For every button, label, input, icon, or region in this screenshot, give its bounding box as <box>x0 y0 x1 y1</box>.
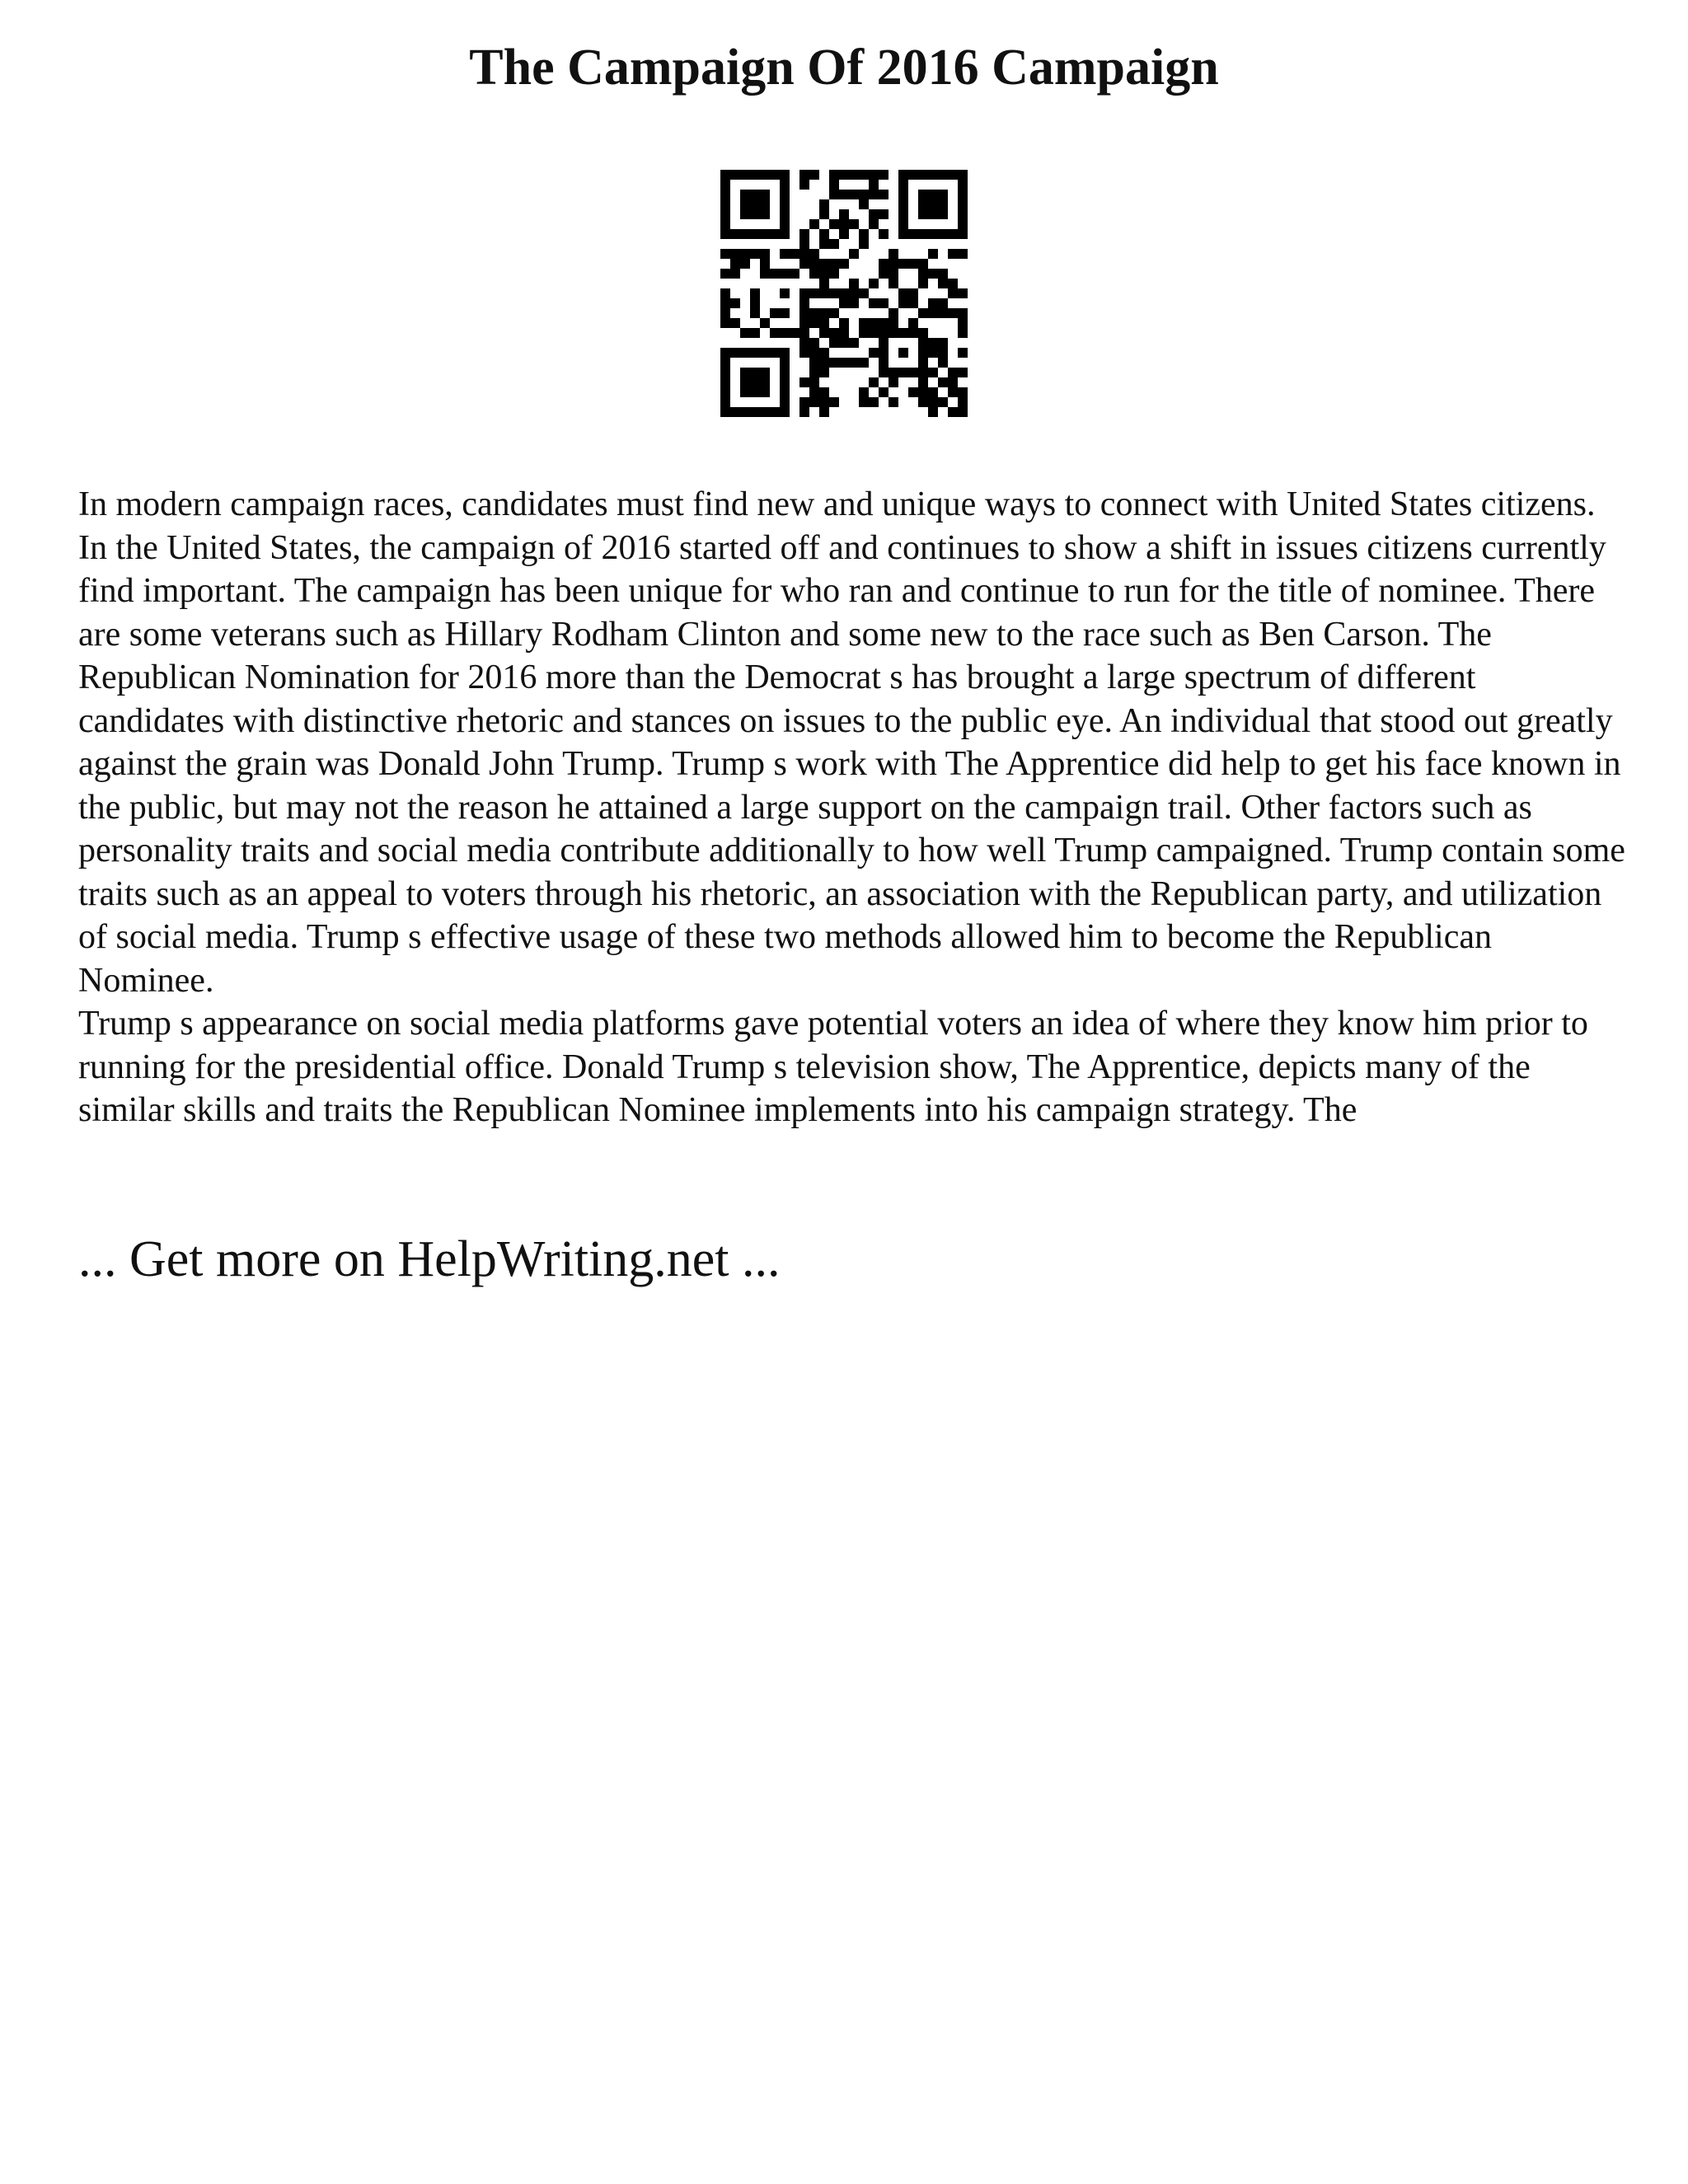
qr-module <box>809 318 819 328</box>
qr-module <box>879 229 889 239</box>
qr-module <box>839 219 849 229</box>
qr-module <box>869 209 879 219</box>
qr-module <box>859 387 869 397</box>
qr-module <box>859 170 869 180</box>
qr-module <box>819 318 829 328</box>
qr-module <box>780 308 790 318</box>
qr-module <box>889 377 898 387</box>
qr-module <box>829 259 839 269</box>
qr-module <box>740 259 750 269</box>
qr-module <box>879 269 889 279</box>
qr-module <box>750 288 760 298</box>
qr-module <box>799 377 809 387</box>
qr-module <box>809 219 819 229</box>
qr-module <box>799 407 809 417</box>
qr-module <box>859 288 869 298</box>
qr-module <box>740 249 750 259</box>
qr-module <box>720 249 730 259</box>
qr-module <box>958 308 968 318</box>
qr-module <box>928 308 938 318</box>
qr-module <box>760 249 770 259</box>
qr-module <box>898 288 908 298</box>
qr-module <box>849 170 859 180</box>
qr-module <box>849 279 859 288</box>
qr-module <box>859 190 869 199</box>
qr-module <box>928 298 938 308</box>
qr-module <box>839 358 849 368</box>
qr-module <box>889 397 898 407</box>
qr-module <box>948 368 958 377</box>
qr-module <box>859 229 869 239</box>
qr-module <box>819 199 829 209</box>
qr-module <box>879 259 889 269</box>
qr-module <box>849 219 859 229</box>
qr-module <box>790 328 799 338</box>
body-paragraph-2: Trump s appearance on social media platforms gave potential voters an idea of where they know him prior to running for the presidential office. Donald Trump s television show, The Apprentice, depicts many of the similar skills and traits the Republican Nominee implements into his campaign strategy. The <box>78 1005 1588 1129</box>
qr-module <box>869 328 879 338</box>
qr-module <box>730 318 740 328</box>
qr-module <box>958 288 968 298</box>
qr-module <box>938 269 948 279</box>
qr-module <box>819 387 829 397</box>
qr-module <box>958 328 968 338</box>
qr-module <box>869 397 879 407</box>
qr-module <box>928 249 938 259</box>
qr-module <box>770 328 780 338</box>
qr-module <box>819 259 829 269</box>
qr-module <box>908 387 918 397</box>
qr-module <box>889 308 898 318</box>
qr-module <box>819 308 829 318</box>
qr-module <box>849 288 859 298</box>
qr-module <box>849 249 859 259</box>
qr-code-icon <box>720 170 968 417</box>
qr-module <box>869 219 879 229</box>
qr-module <box>908 318 918 328</box>
qr-module <box>819 209 829 219</box>
qr-module <box>829 308 839 318</box>
qr-module <box>918 259 928 269</box>
qr-module <box>889 318 898 328</box>
qr-module <box>819 229 829 239</box>
qr-module <box>938 377 948 387</box>
qr-module <box>770 269 780 279</box>
qr-module <box>750 249 760 259</box>
qr-module <box>819 279 829 288</box>
qr-module <box>809 377 819 387</box>
qr-module <box>809 368 819 377</box>
qr-module <box>859 199 869 209</box>
qr-module <box>760 318 770 328</box>
qr-module <box>799 348 809 358</box>
qr-module <box>799 328 809 338</box>
qr-module <box>790 269 799 279</box>
qr-module <box>809 269 819 279</box>
qr-module <box>889 269 898 279</box>
qr-module <box>898 259 908 269</box>
qr-module <box>829 358 839 368</box>
qr-module <box>879 170 889 180</box>
qr-module <box>799 259 809 269</box>
qr-module <box>740 368 770 397</box>
qr-module <box>869 318 879 328</box>
qr-module <box>918 308 928 318</box>
qr-module <box>750 298 760 308</box>
qr-module <box>829 328 839 338</box>
qr-module <box>819 397 829 407</box>
qr-module <box>839 328 849 338</box>
qr-module <box>958 348 968 358</box>
qr-module <box>799 239 809 249</box>
qr-module <box>938 298 948 308</box>
qr-module <box>938 308 948 318</box>
qr-module <box>928 397 938 407</box>
qr-module <box>958 318 968 328</box>
qr-module <box>780 328 790 338</box>
qr-module <box>829 190 839 199</box>
qr-module <box>869 377 879 387</box>
qr-module <box>938 397 948 407</box>
qr-module <box>879 209 889 219</box>
qr-module <box>918 279 928 288</box>
qr-module <box>839 170 849 180</box>
qr-module <box>799 170 809 180</box>
qr-module <box>829 269 839 279</box>
qr-module <box>799 308 809 318</box>
qr-module <box>869 279 879 288</box>
qr-module <box>780 288 790 298</box>
qr-module <box>958 407 968 417</box>
qr-module <box>928 338 938 348</box>
qr-module <box>948 387 958 397</box>
qr-module <box>760 269 770 279</box>
qr-module <box>948 249 958 259</box>
qr-module <box>730 259 740 269</box>
qr-module <box>859 397 869 407</box>
qr-module <box>948 377 958 387</box>
qr-module <box>799 318 809 328</box>
qr-module <box>730 269 740 279</box>
qr-module <box>799 180 809 190</box>
qr-module <box>809 249 819 259</box>
qr-module <box>809 338 819 348</box>
qr-module <box>720 269 730 279</box>
qr-module <box>948 279 958 288</box>
qr-module <box>809 308 819 318</box>
qr-module <box>730 298 740 308</box>
qr-module <box>849 338 859 348</box>
qr-module <box>829 239 839 249</box>
qr-module <box>819 328 829 338</box>
qr-module <box>898 298 908 308</box>
qr-module <box>918 269 928 279</box>
qr-module <box>928 348 938 358</box>
qr-module <box>849 358 859 368</box>
qr-module <box>819 368 829 377</box>
qr-module <box>918 377 928 387</box>
qr-module <box>839 298 849 308</box>
qr-module <box>928 407 938 417</box>
qr-module <box>938 279 948 288</box>
qr-module <box>819 348 829 358</box>
qr-module <box>839 229 849 239</box>
qr-module <box>859 239 869 249</box>
qr-code-graphic <box>720 170 968 417</box>
qr-module <box>750 308 760 318</box>
qr-module <box>918 397 928 407</box>
qr-module <box>918 387 928 397</box>
qr-module <box>799 229 809 239</box>
qr-module <box>760 259 770 269</box>
qr-module <box>908 259 918 269</box>
qr-module <box>889 259 898 269</box>
qr-module <box>770 308 780 318</box>
qr-module <box>879 298 889 308</box>
qr-module <box>938 358 948 368</box>
qr-module <box>948 308 958 318</box>
qr-module <box>869 180 879 190</box>
body-text <box>78 483 1628 1132</box>
qr-module <box>829 288 839 298</box>
qr-module <box>780 269 790 279</box>
qr-module <box>809 259 819 269</box>
qr-module <box>879 190 889 199</box>
qr-module <box>958 368 968 377</box>
qr-module <box>948 288 958 298</box>
qr-module <box>839 288 849 298</box>
qr-module <box>829 180 839 190</box>
qr-module <box>730 249 740 259</box>
qr-module <box>849 190 859 199</box>
qr-module <box>879 318 889 328</box>
qr-module <box>869 298 879 308</box>
qr-module <box>790 249 799 259</box>
qr-module <box>720 308 730 318</box>
qr-module <box>879 387 889 397</box>
qr-module <box>809 358 819 368</box>
qr-module <box>799 249 809 259</box>
qr-module <box>849 298 859 308</box>
qr-module <box>829 338 839 348</box>
qr-module <box>839 190 849 199</box>
qr-module <box>928 269 938 279</box>
qr-module <box>938 338 948 348</box>
qr-module <box>740 190 770 219</box>
qr-module <box>799 288 809 298</box>
qr-module <box>819 407 829 417</box>
qr-module <box>958 397 968 407</box>
qr-module <box>908 288 918 298</box>
qr-module <box>889 279 898 288</box>
qr-module <box>928 368 938 377</box>
qr-module <box>839 209 849 219</box>
qr-module <box>819 269 829 279</box>
qr-module <box>859 358 869 368</box>
qr-module <box>809 288 819 298</box>
qr-module <box>898 348 908 358</box>
get-more-link[interactable]: ... Get more on HelpWriting.net ... <box>78 1231 781 1287</box>
qr-module <box>869 348 879 358</box>
qr-module <box>799 298 809 308</box>
qr-module <box>829 397 839 407</box>
qr-module <box>720 288 730 298</box>
qr-module <box>958 387 968 397</box>
qr-module <box>720 298 730 308</box>
qr-module <box>908 298 918 308</box>
qr-module <box>869 170 879 180</box>
page-title: The Campaign Of 2016 Campaign <box>469 40 1219 96</box>
qr-module <box>819 239 829 249</box>
qr-module <box>780 249 790 259</box>
qr-module <box>819 358 829 368</box>
qr-module <box>839 318 849 328</box>
body-paragraph-1: In modern campaign races, candidates must find new and unique ways to connect with United States citizens. In the United States, the campaign of 2016 started off and continues to show a shift in issues citizens currently find important. The campaign has been unique for who ran and continue to run for the title of nominee. There are some veterans such as Hillary Rodham Clinton and some new to the race such as Ben Carson. The Republican Nomination for 2016 more than the Democrat s has brought a large spectrum of different candidates with distinctive rhetoric and stances on issues to the public eye. An individual that stood out greatly against the grain was Donald John Trump. Trump s work with The Apprentice did help to get his face known in the public, but may not the reason he attained a large support on the campaign trail. Other factors such as personality traits and social media contribute additionally to how well Trump campaigned. Trump contain some traits such as an appeal to voters through his rhetoric, an association with the Republican party, and utilization of social media. Trump s effective usage of these two methods allowed him to become the Republican Nominee. <box>78 485 1625 1000</box>
qr-module <box>809 170 819 180</box>
qr-module <box>918 190 948 219</box>
qr-module <box>799 338 809 348</box>
qr-module <box>809 387 819 397</box>
qr-module <box>829 219 839 229</box>
qr-module <box>869 190 879 199</box>
qr-module <box>809 397 819 407</box>
qr-module <box>889 249 898 259</box>
qr-module <box>809 348 819 358</box>
qr-module <box>819 288 829 298</box>
qr-module <box>859 318 869 328</box>
qr-module <box>750 328 760 338</box>
qr-module <box>740 328 750 338</box>
qr-module <box>799 397 809 407</box>
qr-module <box>720 318 730 328</box>
qr-module <box>839 259 849 269</box>
qr-module <box>938 348 948 358</box>
qr-module <box>829 170 839 180</box>
qr-module <box>948 407 958 417</box>
qr-module <box>958 249 968 259</box>
qr-module <box>928 387 938 397</box>
qr-module <box>839 338 849 348</box>
qr-module <box>859 328 869 338</box>
